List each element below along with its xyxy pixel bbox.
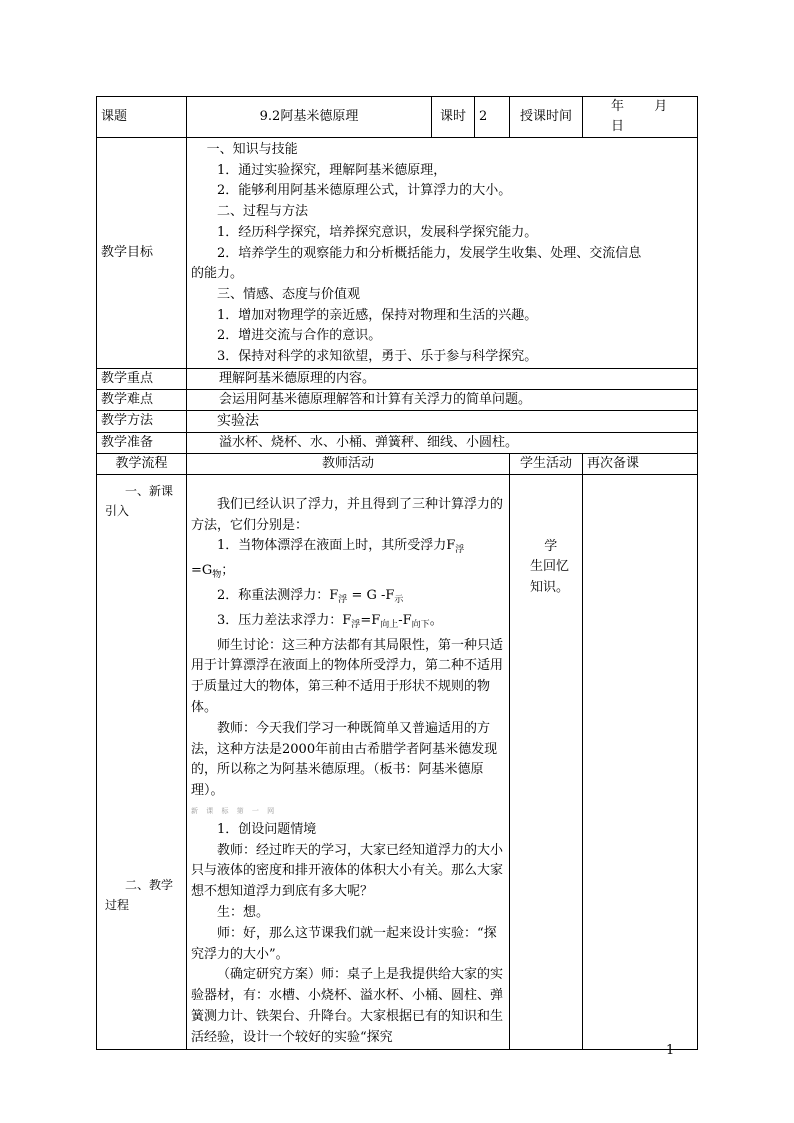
- reprep-cell: [583, 474, 698, 1049]
- stage-intro-line1: 一、新课: [125, 483, 174, 498]
- preparation-value: [187, 432, 698, 453]
- topic-label: 课题: [97, 97, 187, 138]
- teacher-paragraph: $=G_物$；: [191, 563, 235, 581]
- objective-line: 1．经历科学探究，培养探究意识，发展科学探究能力。: [217, 224, 538, 240]
- difficulty-text: 会运用阿基米德原理解答和计算有关浮力的简单问题。: [219, 391, 532, 407]
- difficulty-row: [97, 389, 698, 410]
- teacher-paragraph: 教师：经过昨天的学习，大家已经知道浮力的大小只与液体的密度和排开液体的体积大小有关。那么大家想不想知道浮力到底有多大呢？: [191, 842, 504, 900]
- key-point-text: 理解阿基米德原理的内容。: [219, 370, 376, 386]
- stage-process-line2: 过程: [105, 897, 130, 912]
- flow-teacher-header: 教师活动: [187, 453, 510, 474]
- objective-line: 1．增加对物理学的亲近感，保持对物理和生活的兴趣。: [217, 307, 538, 323]
- difficulty-value: [187, 389, 698, 410]
- teacher-paragraph: 师生讨论：这三种方法都有其局限性，第一种只适用于计算漂浮在液面上的物体所受浮力，第二种不适用于质量过大的物体，第三种不适用于形状不规则的物体。: [191, 637, 504, 715]
- objective-line: 2．能够利用阿基米德原理公式，计算浮力的大小。: [217, 183, 512, 199]
- objective-line: 一、知识与技能: [206, 142, 298, 157]
- method-label: 教学方法: [97, 410, 187, 432]
- month-label: 月: [654, 99, 668, 114]
- teacher-paragraph: （确定研究方案）师：桌子上是我提供给大家的实验器材，有：水槽、小烧杯、溢水杯、小桶、圆柱、弹簧测力计、铁架台、升降台。大家根据已有的知识和生活经验，设计一个较好的实验“探究: [191, 967, 504, 1045]
- date-value: [583, 97, 698, 138]
- student-activity-text: 学生回忆知识。: [530, 538, 570, 596]
- year-label: 年: [611, 99, 625, 114]
- flow-student-header: 学生活动: [510, 453, 583, 474]
- stage-process-line1: 二、教学: [125, 877, 174, 892]
- stage-intro-line2: 引入: [105, 503, 130, 518]
- teacher-paragraph: 1．创设问题情境: [217, 821, 317, 837]
- day-label: 日: [611, 119, 625, 134]
- teacher-paragraph: 生：想。: [217, 905, 270, 921]
- flow-reprep-header: 再次备课: [583, 453, 698, 474]
- flow-header-row: [97, 453, 698, 474]
- teacher-paragraph: 师：好，那么这节课我们就一起来设计实验：“探究浮力的大小”。: [191, 925, 497, 962]
- teacher-activity-cell: [187, 474, 510, 1049]
- period-value: 2: [475, 97, 510, 138]
- topic-value: 9.2阿基米德原理: [187, 97, 432, 138]
- flow-stage-cell: [97, 474, 187, 1049]
- objective-line: 二、过程与方法: [217, 204, 309, 220]
- objective-line: 的能力。: [191, 266, 244, 282]
- page-number: 1: [666, 1043, 675, 1058]
- lesson-plan-table: [96, 96, 698, 1050]
- objectives-row: [97, 138, 698, 369]
- key-point-label: 教学重点: [97, 368, 187, 389]
- objective-line: 2．培养学生的观察能力和分析概括能力，发展学生收集、处理、交流信息: [217, 245, 642, 261]
- watermark-text: 新 课 标 第 一 网: [191, 806, 278, 815]
- preparation-label: 教学准备: [97, 432, 187, 453]
- preparation-text: 溢水杯、烧杯、水、小桶、弹簧秤、细线、小圆柱。: [219, 434, 519, 450]
- teacher-paragraph: 2．称重法测浮力：$F_浮 = G$ $-F_示$: [217, 587, 404, 605]
- teacher-paragraph: 我们已经认识了浮力，并且得到了三种计算浮力的方法，它们分别是：: [191, 496, 504, 533]
- objective-line: 三、情感、态度与价值观: [217, 286, 361, 302]
- key-point-value: [187, 368, 698, 389]
- flow-body-row: [97, 474, 698, 1049]
- method-row: [97, 410, 698, 432]
- teacher-paragraph: 3．压力差法求浮力：$F_浮=F_{向上}-F_{向下}$。: [217, 612, 443, 630]
- objective-line: 1．通过实验探究，理解阿基米德原理，: [217, 162, 447, 178]
- method-value: [187, 410, 698, 432]
- preparation-row: [97, 432, 698, 453]
- stage-process: [105, 875, 173, 915]
- student-activity-cell: [510, 474, 583, 1049]
- period-label: 课时: [432, 97, 475, 138]
- objective-line: 2．增进交流与合作的意识。: [217, 328, 382, 344]
- header-row: [97, 97, 698, 138]
- teacher-paragraph: 1．当物体漂浮在液面上时，其所受浮力$F_浮$: [217, 538, 465, 556]
- objective-line: 3．保持对科学的求知欲望，勇于、乐于参与科学探究。: [217, 349, 538, 365]
- objectives-label: 教学目标: [97, 138, 187, 369]
- stage-intro: [105, 481, 173, 521]
- key-point-row: [97, 368, 698, 389]
- date-label: 授课时间: [510, 97, 583, 138]
- difficulty-label: 教学难点: [97, 389, 187, 410]
- objectives-content: [187, 138, 698, 369]
- method-text: 实验法: [217, 412, 259, 429]
- teacher-paragraph: 教师：今天我们学习一种既简单又普遍适用的方法，这种方法是2000年前由古希腊学者阿基米德发现的，所以称之为阿基米德原理。（板书：阿基米德原理）。: [191, 720, 498, 799]
- flow-process-header: 教学流程: [97, 453, 187, 474]
